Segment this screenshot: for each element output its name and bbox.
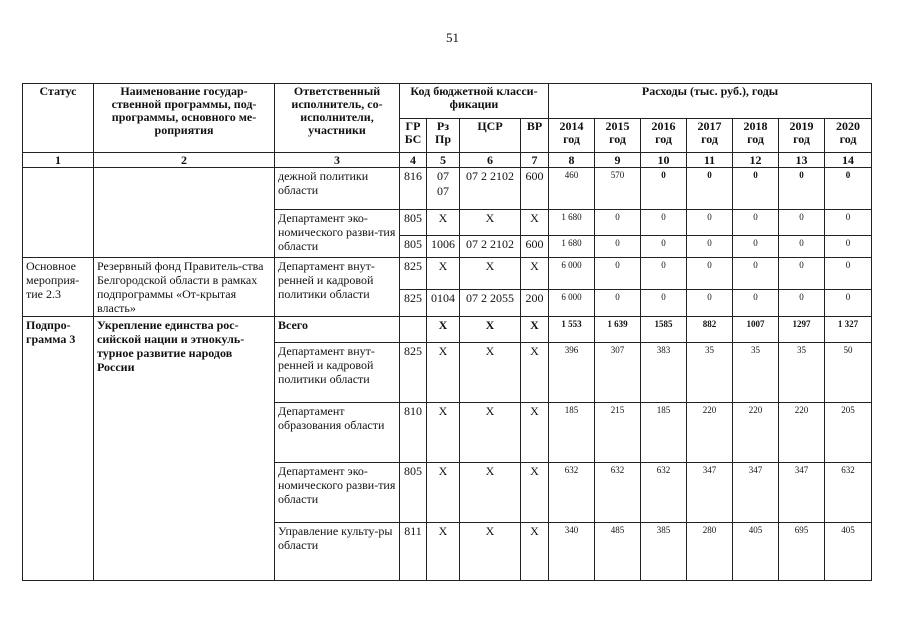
value-cell: 0 xyxy=(825,236,872,258)
value-cell: 405 xyxy=(825,523,872,581)
value-cell: 307 xyxy=(595,343,641,403)
grbs-cell: 805 xyxy=(400,463,427,523)
value-cell: 0 xyxy=(641,168,687,210)
value-cell: 0 xyxy=(733,168,779,210)
executor-cell: Департамент образования области xyxy=(275,403,400,463)
csr-cell: Х xyxy=(460,403,521,463)
budget-table xyxy=(22,83,872,581)
value-cell: 220 xyxy=(687,403,733,463)
header-year: 2020 год xyxy=(825,119,872,153)
rzpr-cell: Х xyxy=(427,210,460,236)
value-cell: 396 xyxy=(549,343,595,403)
grbs-cell: 825 xyxy=(400,258,427,290)
rzpr-cell: Х xyxy=(427,343,460,403)
column-number: 6 xyxy=(460,153,521,168)
table-row xyxy=(23,317,872,343)
column-number: 9 xyxy=(595,153,641,168)
value-cell: 35 xyxy=(733,343,779,403)
value-cell: 1 639 xyxy=(595,317,641,343)
value-cell: 1 327 xyxy=(825,317,872,343)
value-cell: 0 xyxy=(595,210,641,236)
grbs-cell xyxy=(400,317,427,343)
value-cell: 0 xyxy=(733,236,779,258)
vr-cell: Х xyxy=(521,463,549,523)
column-number: 12 xyxy=(733,153,779,168)
value-cell: 405 xyxy=(733,523,779,581)
value-cell: 632 xyxy=(825,463,872,523)
csr-cell: 07 2 2055 xyxy=(460,289,521,316)
column-number: 13 xyxy=(779,153,825,168)
value-cell: 0 xyxy=(825,210,872,236)
value-cell: 0 xyxy=(687,210,733,236)
vr-cell: Х xyxy=(521,258,549,290)
value-cell: 0 xyxy=(641,258,687,290)
header-executor: Ответственный исполнитель, со-исполнители, участники xyxy=(275,84,400,153)
value-cell: 205 xyxy=(825,403,872,463)
value-cell: 0 xyxy=(641,289,687,316)
column-number: 2 xyxy=(94,153,275,168)
value-cell: 0 xyxy=(825,258,872,290)
header-status: Статус xyxy=(23,84,94,153)
header-year: 2014 год xyxy=(549,119,595,153)
vr-cell: 200 xyxy=(521,289,549,316)
vr-cell: Х xyxy=(521,523,549,581)
status-cell: Основное мероприя-тие 2.3 xyxy=(23,258,94,317)
header-year: 2015 год xyxy=(595,119,641,153)
value-cell: 280 xyxy=(687,523,733,581)
value-cell: 385 xyxy=(641,523,687,581)
rzpr-cell: Х xyxy=(427,317,460,343)
executor-cell: Департамент внут-ренней и кадровой политики области xyxy=(275,343,400,403)
vr-cell: Х xyxy=(521,343,549,403)
value-cell: 0 xyxy=(641,236,687,258)
value-cell: 0 xyxy=(687,289,733,316)
header-budget-code: Код бюджетной класси-фикации xyxy=(400,84,549,119)
value-cell: 6 000 xyxy=(549,258,595,290)
value-cell: 347 xyxy=(733,463,779,523)
csr-cell: 07 2 2102 xyxy=(460,168,521,210)
value-cell: 1 680 xyxy=(549,210,595,236)
rzpr-cell: Х xyxy=(427,403,460,463)
header-vr: ВР xyxy=(521,119,549,153)
value-cell: 0 xyxy=(779,210,825,236)
csr-cell: Х xyxy=(460,317,521,343)
executor-cell: Департамент эко-номического разви-тия области xyxy=(275,210,400,258)
grbs-cell: 825 xyxy=(400,343,427,403)
value-cell: 0 xyxy=(687,236,733,258)
csr-cell: Х xyxy=(460,523,521,581)
grbs-cell: 805 xyxy=(400,236,427,258)
value-cell: 570 xyxy=(595,168,641,210)
rzpr-cell: Х xyxy=(427,258,460,290)
executor-cell: Департамент эко-номического разви-тия области xyxy=(275,463,400,523)
column-number: 14 xyxy=(825,153,872,168)
grbs-cell: 810 xyxy=(400,403,427,463)
value-cell: 0 xyxy=(641,210,687,236)
header-year: 2018 год xyxy=(733,119,779,153)
value-cell: 220 xyxy=(733,403,779,463)
value-cell: 1297 xyxy=(779,317,825,343)
header-year: 2019 год xyxy=(779,119,825,153)
vr-cell: Х xyxy=(521,317,549,343)
column-number: 4 xyxy=(400,153,427,168)
vr-cell: 600 xyxy=(521,168,549,210)
value-cell: 632 xyxy=(641,463,687,523)
value-cell: 1 553 xyxy=(549,317,595,343)
grbs-cell: 811 xyxy=(400,523,427,581)
value-cell: 340 xyxy=(549,523,595,581)
csr-cell: Х xyxy=(460,343,521,403)
value-cell: 882 xyxy=(687,317,733,343)
column-number: 1 xyxy=(23,153,94,168)
page-number: 51 xyxy=(446,30,459,45)
value-cell: 0 xyxy=(779,258,825,290)
value-cell: 0 xyxy=(687,258,733,290)
value-cell: 0 xyxy=(595,258,641,290)
csr-cell: Х xyxy=(460,258,521,290)
column-number: 10 xyxy=(641,153,687,168)
rzpr-cell: Х xyxy=(427,523,460,581)
rzpr-cell: Х xyxy=(427,463,460,523)
name-cell xyxy=(94,168,275,258)
header-name: Наименование государ-ственной программы, под-программы, основного ме-роприятия xyxy=(94,84,275,153)
value-cell: 632 xyxy=(549,463,595,523)
table-row xyxy=(23,168,872,210)
column-number-row xyxy=(23,153,872,168)
value-cell: 347 xyxy=(687,463,733,523)
header-csr: ЦСР xyxy=(460,119,521,153)
column-number: 8 xyxy=(549,153,595,168)
grbs-cell: 816 xyxy=(400,168,427,210)
value-cell: 0 xyxy=(779,236,825,258)
header-expenses: Расходы (тыс. руб.), годы xyxy=(549,84,872,119)
value-cell: 695 xyxy=(779,523,825,581)
value-cell: 35 xyxy=(779,343,825,403)
csr-cell: Х xyxy=(460,463,521,523)
vr-cell: 600 xyxy=(521,236,549,258)
executor-cell: дежной политики области xyxy=(275,168,400,210)
value-cell: 0 xyxy=(687,168,733,210)
executor-cell: Департамент внут-ренней и кадровой политики области xyxy=(275,258,400,317)
rzpr-cell: 1006 xyxy=(427,236,460,258)
value-cell: 35 xyxy=(687,343,733,403)
executor-cell: Управление культу-ры области xyxy=(275,523,400,581)
header-year: 2016 год xyxy=(641,119,687,153)
header-grbs: ГР БС xyxy=(400,119,427,153)
value-cell: 0 xyxy=(825,168,872,210)
status-cell: Подпро-грамма 3 xyxy=(23,317,94,581)
name-cell: Резервный фонд Правитель-ства Белгородской области в рамках подпрограммы «От-крытая власть» xyxy=(94,258,275,317)
value-cell: 185 xyxy=(641,403,687,463)
column-number: 11 xyxy=(687,153,733,168)
status-cell xyxy=(23,168,94,258)
grbs-cell: 805 xyxy=(400,210,427,236)
value-cell: 347 xyxy=(779,463,825,523)
value-cell: 632 xyxy=(595,463,641,523)
table-row xyxy=(23,258,872,290)
column-number: 7 xyxy=(521,153,549,168)
value-cell: 220 xyxy=(779,403,825,463)
value-cell: 0 xyxy=(779,289,825,316)
csr-cell: 07 2 2102 xyxy=(460,236,521,258)
value-cell: 215 xyxy=(595,403,641,463)
name-cell: Укрепление единства рос-сийской нации и этнокуль-турное развитие народов России xyxy=(94,317,275,581)
value-cell: 485 xyxy=(595,523,641,581)
header-year: 2017 год xyxy=(687,119,733,153)
vr-cell: Х xyxy=(521,210,549,236)
value-cell: 0 xyxy=(595,289,641,316)
value-cell: 0 xyxy=(779,168,825,210)
grbs-cell: 825 xyxy=(400,289,427,316)
value-cell: 0 xyxy=(733,258,779,290)
value-cell: 460 xyxy=(549,168,595,210)
rzpr-cell: 07 07 xyxy=(427,168,460,210)
csr-cell: Х xyxy=(460,210,521,236)
value-cell: 383 xyxy=(641,343,687,403)
value-cell: 6 000 xyxy=(549,289,595,316)
value-cell: 0 xyxy=(733,210,779,236)
value-cell: 1585 xyxy=(641,317,687,343)
value-cell: 1 680 xyxy=(549,236,595,258)
value-cell: 50 xyxy=(825,343,872,403)
column-number: 5 xyxy=(427,153,460,168)
value-cell: 0 xyxy=(825,289,872,316)
rzpr-cell: 0104 xyxy=(427,289,460,316)
value-cell: 1007 xyxy=(733,317,779,343)
vr-cell: Х xyxy=(521,403,549,463)
executor-cell: Всего xyxy=(275,317,400,343)
value-cell: 0 xyxy=(733,289,779,316)
value-cell: 0 xyxy=(595,236,641,258)
value-cell: 185 xyxy=(549,403,595,463)
header-rzpr: Рз Пр xyxy=(427,119,460,153)
column-number: 3 xyxy=(275,153,400,168)
